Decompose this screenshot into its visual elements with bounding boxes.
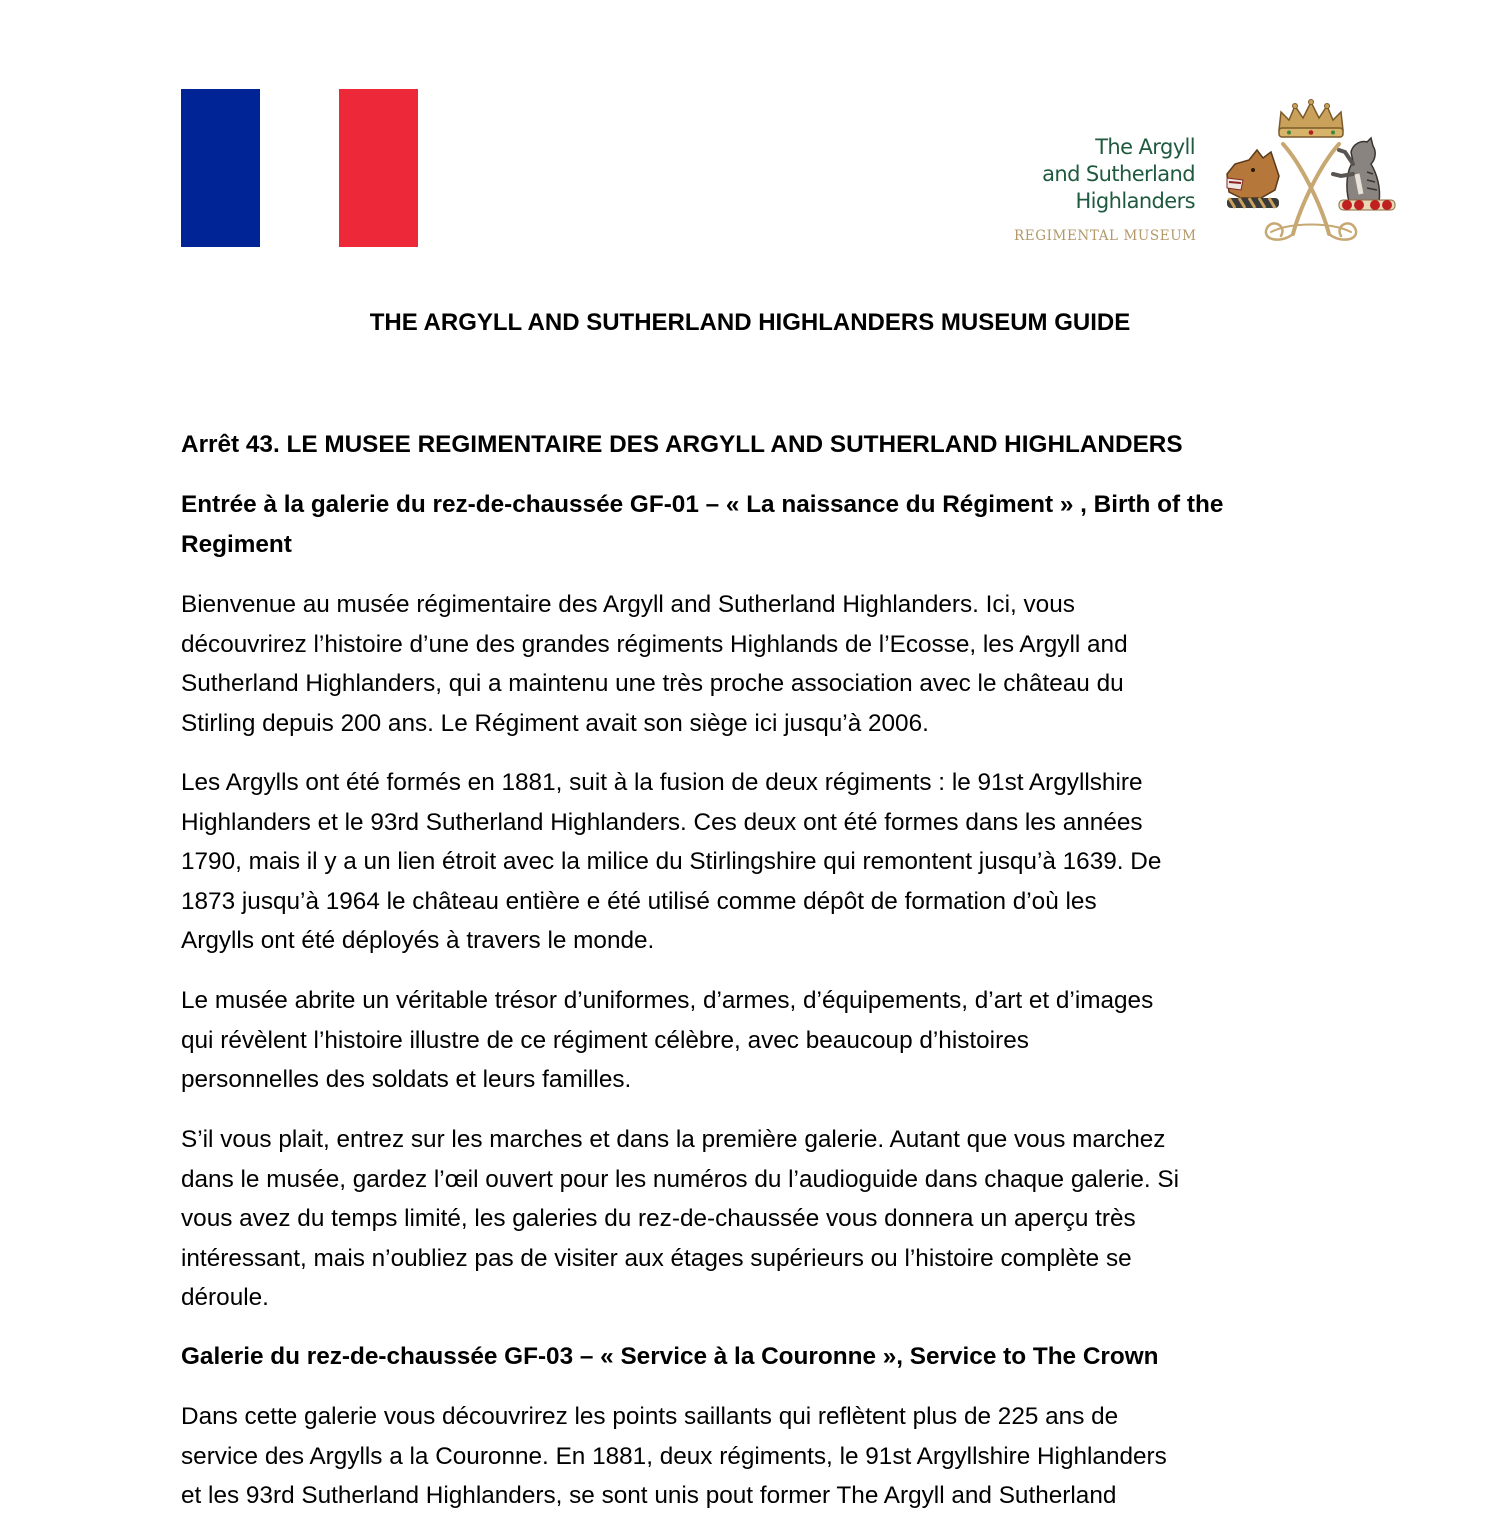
paragraph-line: Le musée abrite un véritable trésor d’uniformes, d’armes, d’équipements, d’art et d’images	[181, 987, 1154, 1014]
regimental-crest-icon	[1221, 94, 1401, 250]
paragraph-line: déroule.	[181, 1284, 269, 1311]
paragraph-line: qui révèlent l’histoire illustre de ce régiment célèbre, avec beaucoup d’histoires	[181, 1026, 1029, 1054]
paragraph-line: intéressant, mais n’oubliez pas de visiter aux étages supérieurs ou l’histoire complète se	[181, 1244, 1132, 1272]
paragraph-line: Bienvenue au musée régimentaire des Argyll and Sutherland Highlanders. Ici, vous	[181, 591, 1075, 618]
logo-title	[1042, 134, 1195, 215]
paragraph-line: découvrirez l’histoire d’une des grandes régiments Highlands de l’Ecosse, les Argyll and	[181, 630, 1128, 658]
paragraph-line: Les Argylls ont été formés en 1881, suit à la fusion de deux régiments : le 91st Argyllshire	[181, 769, 1143, 796]
heading-line: Entrée à la galerie du rez-de-chaussée GF-01 – « La naissance du Régiment » , Birth of the	[181, 491, 1224, 518]
boar-head-icon	[1227, 150, 1279, 208]
section-heading-gf03	[181, 1337, 1321, 1377]
section-heading-gf01	[181, 485, 1321, 564]
heading-line: Galerie du rez-de-chaussée GF-03 – « Service à la Couronne », Service to The Crown	[181, 1343, 1159, 1370]
logo-title-line: The Argyll	[1095, 135, 1195, 159]
paragraph-line: Argylls ont été déployés à travers le monde.	[181, 927, 655, 954]
logo-subtitle: REGIMENTAL MUSEUM	[1014, 228, 1197, 244]
french-flag	[181, 89, 418, 247]
flag-red-band	[339, 89, 418, 247]
heading-line: Regiment	[181, 530, 292, 558]
logo-title-line: Highlanders	[1075, 189, 1195, 213]
cipher-x-icon	[1266, 144, 1356, 240]
document-title: THE ARGYLL AND SUTHERLAND HIGHLANDERS MUSEUM GUIDE	[369, 309, 1131, 336]
stop-heading	[181, 425, 1321, 465]
paragraph-service	[181, 1397, 1321, 1516]
paragraph-line: Highlanders et le 93rd Sutherland Highlanders. Ces deux ont été formes dans les années	[181, 808, 1143, 836]
paragraph-collection	[181, 981, 1321, 1100]
paragraph-line: 1873 jusqu’à 1964 le château entière e été utilisé comme dépôt de formation d’où les	[181, 887, 1097, 915]
heading-line: Arrêt 43. LE MUSEE REGIMENTAIRE DES ARGYLL AND SUTHERLAND HIGHLANDERS	[181, 431, 1183, 458]
cat-icon	[1333, 138, 1395, 210]
paragraph-line: et les 93rd Sutherland Highlanders, se sont unis pout former The Argyll and Sutherland	[181, 1482, 1117, 1509]
paragraph-line: 1790, mais il y a un lien étroit avec la milice du Stirlingshire qui remontent jusqu’à 1639. De	[181, 848, 1162, 875]
paragraph-line: Stirling depuis 200 ans. Le Régiment avait son siège ici jusqu’à 2006.	[181, 709, 929, 737]
paragraph-line: Sutherland Highlanders, qui a maintenu une très proche association avec le château du	[181, 670, 1124, 697]
paragraph-line: service des Argylls a la Couronne. En 1881, deux régiments, le 91st Argyllshire Highlanders	[181, 1442, 1167, 1470]
flag-blue-band	[181, 89, 260, 247]
paragraph-line: S’il vous plait, entrez sur les marches et dans la première galerie. Autant que vous marchez	[181, 1126, 1166, 1153]
logo-title-line: and Sutherland	[1042, 162, 1195, 186]
flag-white-band	[260, 89, 339, 247]
paragraph-history	[181, 763, 1321, 961]
museum-logo	[1003, 88, 1403, 256]
crown-icon	[1279, 100, 1343, 138]
paragraph-line: dans le musée, gardez l’œil ouvert pour les numéros du l’audioguide dans chaque galerie. Si	[181, 1165, 1180, 1193]
paragraph-line: vous avez du temps limité, les galeries du rez-de-chaussée vous donnera un aperçu très	[181, 1205, 1136, 1232]
paragraph-line: Dans cette galerie vous découvrirez les points saillants qui reflètent plus de 225 ans de	[181, 1403, 1119, 1430]
paragraph-directions	[181, 1120, 1321, 1318]
paragraph-line: personnelles des soldats et leurs familles.	[181, 1066, 632, 1093]
paragraph-welcome	[181, 585, 1321, 743]
